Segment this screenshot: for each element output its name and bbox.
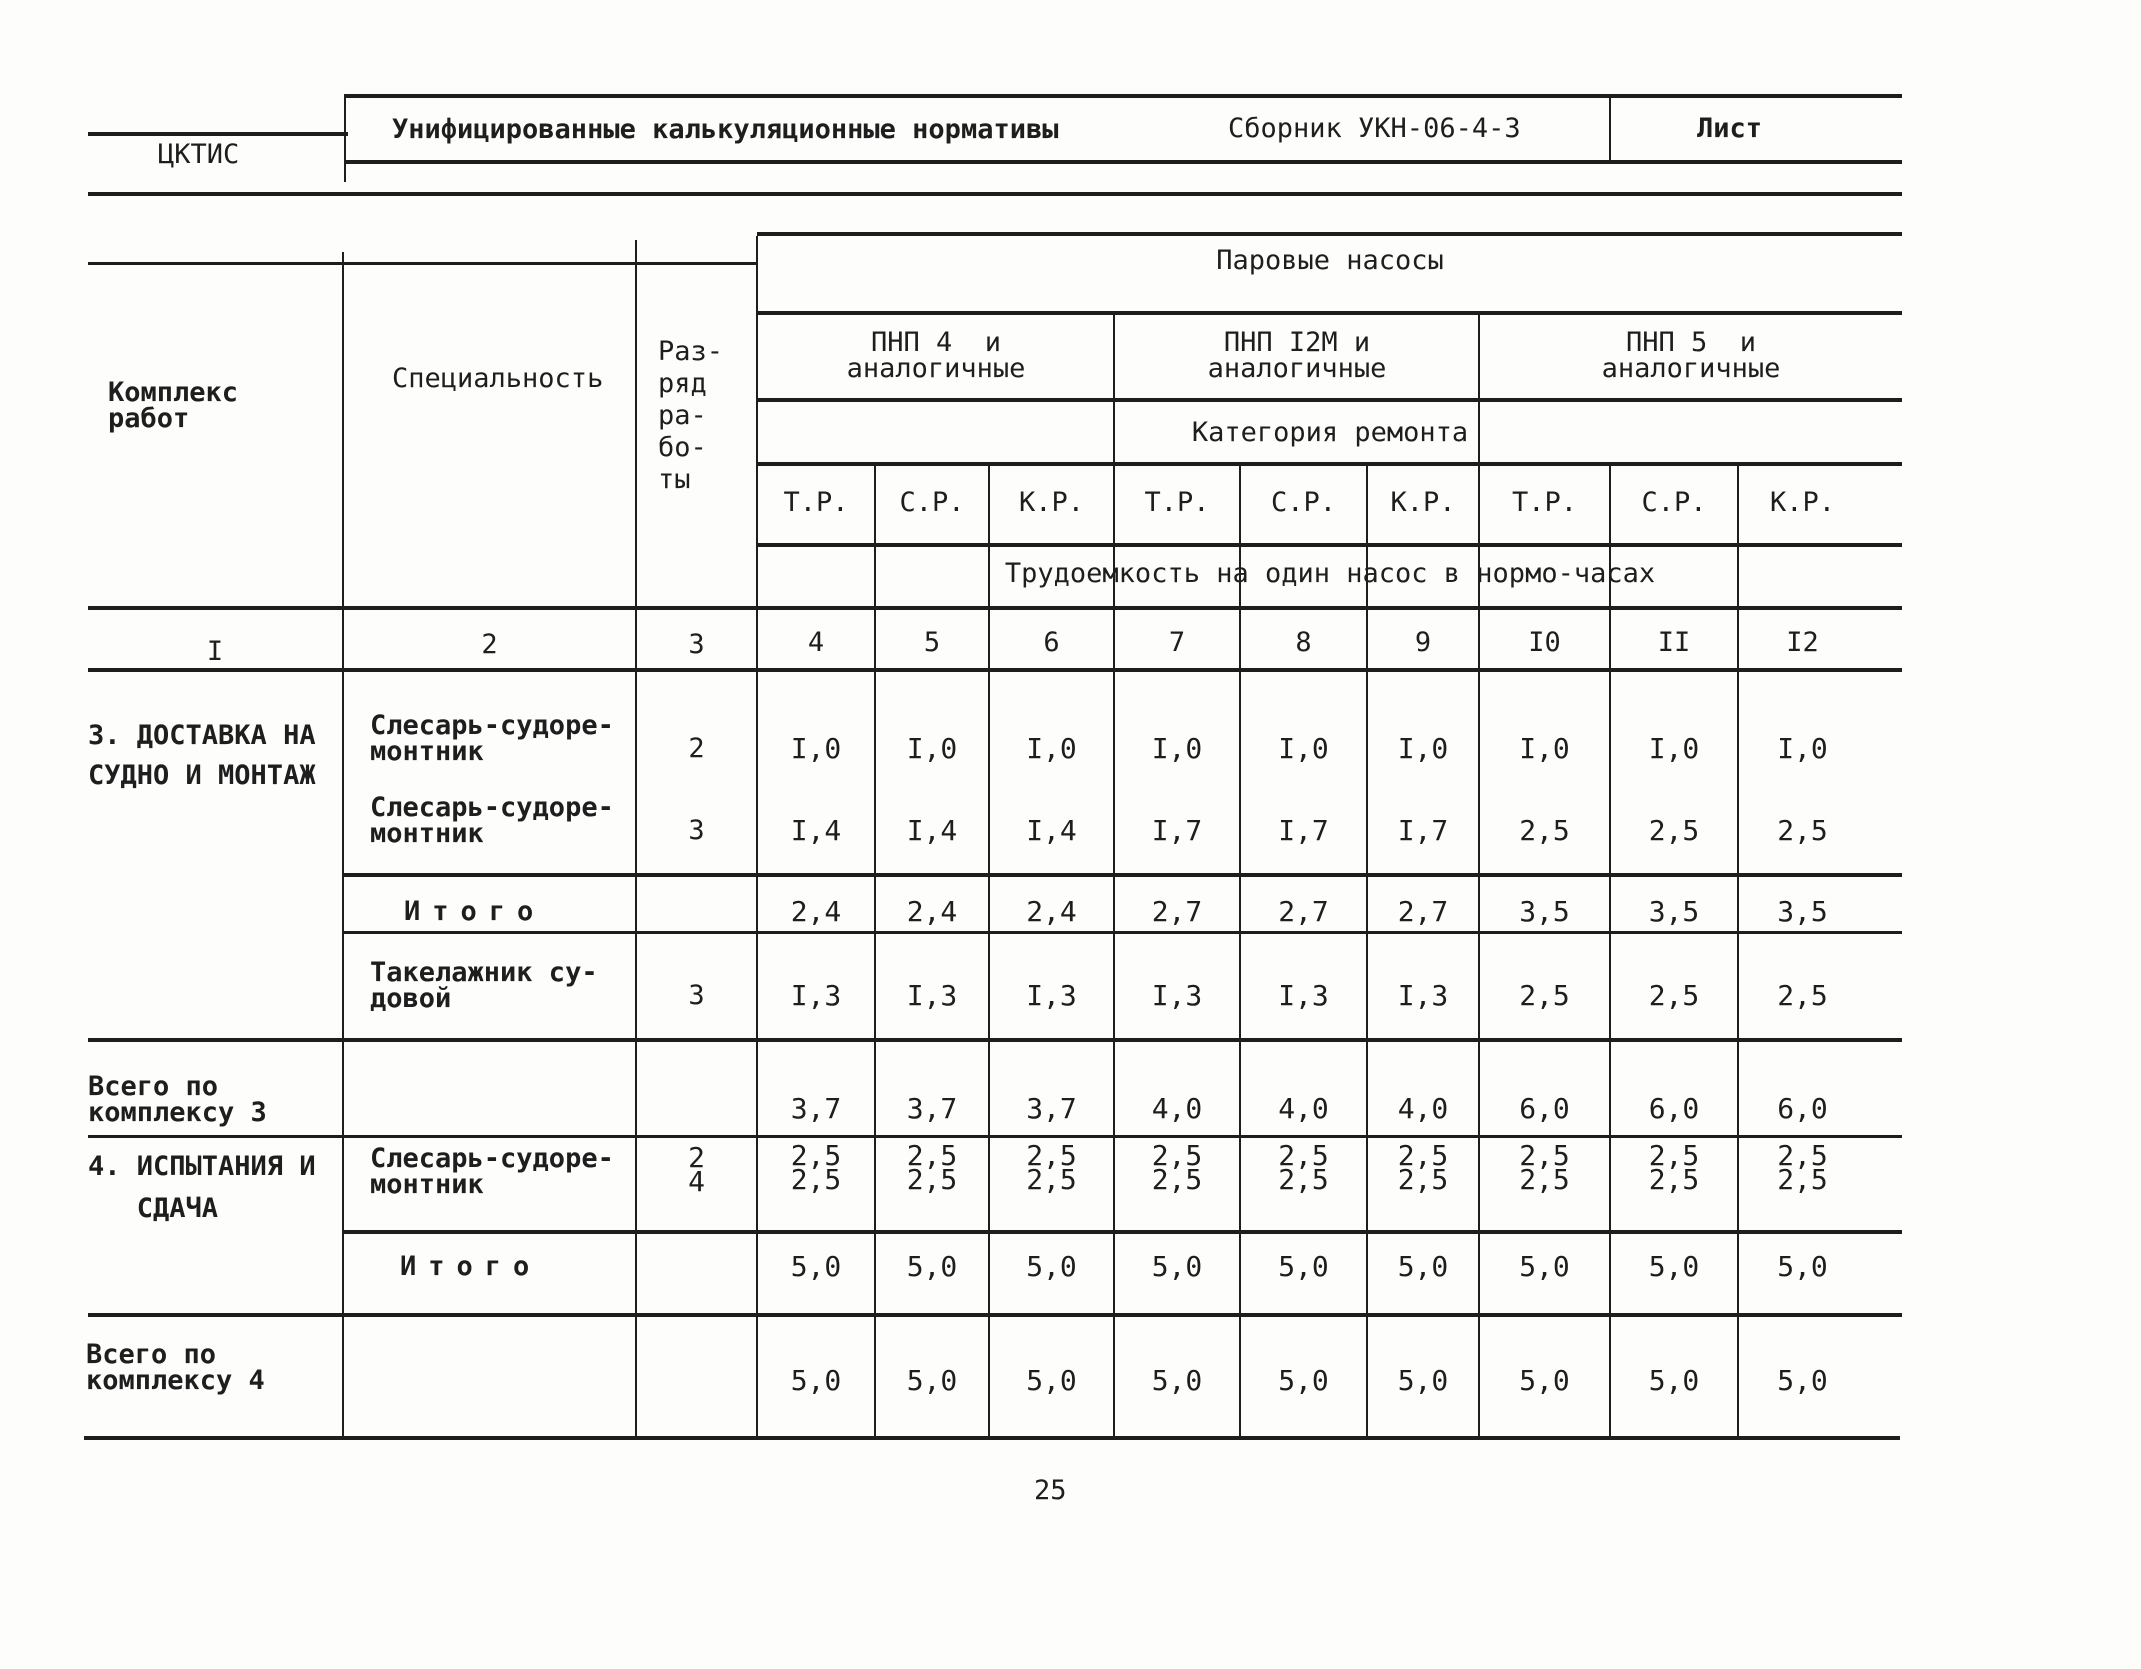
rule [1239,464,1241,1440]
rule [346,160,1902,164]
subtotal-cell: 2,7 [1151,895,1203,928]
total-cell: 4,0 [1151,1092,1203,1125]
rule [88,1135,1902,1138]
value-cell: I,3 [1151,979,1203,1012]
rule [1609,464,1611,1440]
value-cell: I,0 [1278,732,1329,765]
subtotal-cell: 3,5 [1777,895,1828,928]
total-cell: 5,0 [1397,1364,1449,1397]
grade: 3 [688,980,705,1011]
subtotal-cell: 5,0 [1397,1250,1449,1283]
column-number: 9 [1414,627,1432,658]
rule [988,464,990,1440]
repair-type: Т.Р. [1144,487,1210,518]
value-cell: I,4 [790,814,842,847]
rule [757,311,1902,315]
total-cell: 6,0 [1777,1092,1828,1125]
rule [1737,464,1739,1440]
repair-type: К.Р. [1018,487,1085,518]
column-number: 5 [923,627,941,658]
subtotal-cell: 3,5 [1519,895,1570,928]
specialty: Такелажник су- довой [370,957,598,1014]
column-number: 3 [688,629,705,660]
rule [1366,464,1368,1440]
column-number: II [1657,627,1691,658]
rule [342,1230,1902,1234]
value-cell: 2,5 [1519,814,1570,847]
pump-group-3: ПНП 5 и аналогичные [1601,327,1781,384]
specialty: Слесарь-судоре- монтник [370,1143,614,1200]
unit-label: Трудоемкость на один насос в нормо-часах [1004,558,1656,589]
rule [88,1313,1902,1317]
subtotal-cell: 2,4 [1026,895,1077,928]
value-cell: I,0 [1519,732,1570,765]
value-cell: I,7 [1397,814,1449,847]
repair-type: С.Р. [1270,487,1337,518]
total-cell: 5,0 [790,1364,842,1397]
subtotal-cell: 5,0 [1777,1250,1828,1283]
repair-type: С.Р. [1641,487,1707,518]
value-cell: 2,5 2,5 [1026,1139,1077,1196]
page-number: 25 [1034,1475,1067,1506]
repair-type: С.Р. [899,487,965,518]
subtotal-cell: 5,0 [1026,1250,1077,1283]
sheet-label: Лист [1697,113,1763,144]
rule [342,873,1902,877]
total-cell: 5,0 [906,1364,958,1397]
document-title: Унифицированные калькуляционные нормативы [392,114,1059,145]
pump-group-1: ПНП 4 и аналогичные [846,327,1026,384]
value-cell: I,4 [1026,814,1077,847]
value-cell: I,3 [1026,979,1077,1012]
specialty: Слесарь-судоре- монтник [370,710,614,767]
subtotal-cell: 5,0 [1278,1250,1329,1283]
repair-type: К.Р. [1769,487,1836,518]
subtotal-cell: 2,4 [906,895,958,928]
org-name: ЦКТИС [158,139,240,170]
repair-type: Т.Р. [783,487,849,518]
total-cell: 5,0 [1648,1364,1700,1397]
col-grade-header: Раз- ряд ра- бо- ты [658,336,724,495]
total-cell: 5,0 [1777,1364,1828,1397]
subtotal-cell: 2,4 [790,895,842,928]
column-number: 4 [807,627,825,658]
total-cell: 5,0 [1519,1364,1570,1397]
rule [1609,94,1611,164]
pump-group-2: ПНП I2М и аналогичные [1207,327,1387,384]
rule [88,192,1902,196]
subtotal-cell: 5,0 [1648,1250,1700,1283]
total-cell: 6,0 [1648,1092,1700,1125]
subtotal-cell: 5,0 [906,1250,958,1283]
complex-name: 4. ИСПЫТАНИЯ И СДАЧА [88,1151,316,1224]
value-cell: I,0 [1151,732,1203,765]
repair-type: Т.Р. [1511,487,1578,518]
rule [88,668,1902,672]
column-number: 7 [1168,627,1186,658]
rule [757,232,1902,236]
complex-name: 3. ДОСТАВКА НА СУДНО И МОНТАЖ [88,720,316,791]
total-label: Всего по комплексу 3 [88,1071,267,1128]
column-number: I [206,636,224,667]
rule [757,462,1902,466]
subtotal-cell: 3,5 [1648,895,1700,928]
total-cell: 3,7 [790,1092,842,1125]
value-cell: I,3 [790,979,842,1012]
value-cell: I,7 [1278,814,1329,847]
value-cell: 2,5 2,5 [906,1139,958,1196]
value-cell: I,3 [1278,979,1329,1012]
value-cell: I,3 [1397,979,1449,1012]
specialty: Слесарь-судоре- монтник [370,792,614,849]
subtotal-label: Итого [400,1251,542,1282]
value-cell: I,0 [906,732,958,765]
value-cell: I,0 [1397,732,1449,765]
rule [342,252,344,1440]
value-cell: 2,5 [1648,979,1700,1012]
value-cell: 2,5 2,5 [1519,1139,1570,1196]
rule [84,1436,1900,1440]
value-cell: I,3 [906,979,958,1012]
total-cell: 5,0 [1278,1364,1329,1397]
collection-code: Сборник УКН-06-4-3 [1228,113,1521,144]
subtotal-cell: 5,0 [1151,1250,1203,1283]
subtotal-cell: 5,0 [1519,1250,1570,1283]
subtotal-cell: 2,7 [1397,895,1449,928]
grade: 3 [688,815,705,846]
total-cell: 4,0 [1397,1092,1449,1125]
column-number: 6 [1043,627,1060,658]
total-cell: 3,7 [906,1092,958,1125]
column-number: I0 [1528,627,1561,658]
rule [757,398,1902,402]
total-label: Всего по комплексу 4 [86,1339,265,1396]
value-cell: 2,5 [1777,979,1828,1012]
value-cell: I,0 [1777,732,1828,765]
value-cell: I,4 [906,814,958,847]
total-cell: 6,0 [1519,1092,1570,1125]
value-cell: 2,5 2,5 [1777,1139,1828,1196]
value-cell: 2,5 2,5 [790,1139,842,1196]
value-cell: 2,5 2,5 [1278,1139,1329,1196]
repair-category-label: Категория ремонта [1191,417,1469,448]
rule [88,1038,1902,1042]
total-cell: 5,0 [1151,1364,1203,1397]
value-cell: 2,5 [1648,814,1700,847]
value-cell: 2,5 2,5 [1397,1139,1449,1196]
rule [88,132,348,136]
rule [88,262,758,265]
total-cell: 4,0 [1278,1092,1329,1125]
subtotal-cell: 2,7 [1278,895,1329,928]
total-cell: 3,7 [1026,1092,1077,1125]
value-cell: 2,5 2,5 [1151,1139,1203,1196]
col-specialty-header: Специальность [392,363,604,394]
rule [344,94,346,182]
subtotal-label: Итого [404,896,546,927]
column-number: 8 [1295,627,1312,658]
total-cell: 5,0 [1026,1364,1077,1397]
grade: 2 4 [688,1141,705,1198]
grade: 2 [688,733,705,764]
value-cell: 2,5 2,5 [1648,1139,1700,1196]
rule [874,464,876,1440]
value-cell: 2,5 [1519,979,1570,1012]
repair-type: К.Р. [1390,487,1456,518]
rule [346,94,1902,98]
value-cell: I,7 [1151,814,1203,847]
value-cell: I,0 [1026,732,1077,765]
column-number: I2 [1786,627,1819,658]
group-title: Паровые насосы [1216,245,1444,276]
value-cell: I,0 [1648,732,1700,765]
rule [757,543,1902,547]
col-complex-header: Комплекс работ [108,377,239,434]
column-number: 2 [481,629,498,660]
value-cell: I,0 [790,732,842,765]
rule [342,931,1902,934]
subtotal-cell: 5,0 [790,1250,842,1283]
rule [88,606,1902,610]
value-cell: 2,5 [1777,814,1828,847]
